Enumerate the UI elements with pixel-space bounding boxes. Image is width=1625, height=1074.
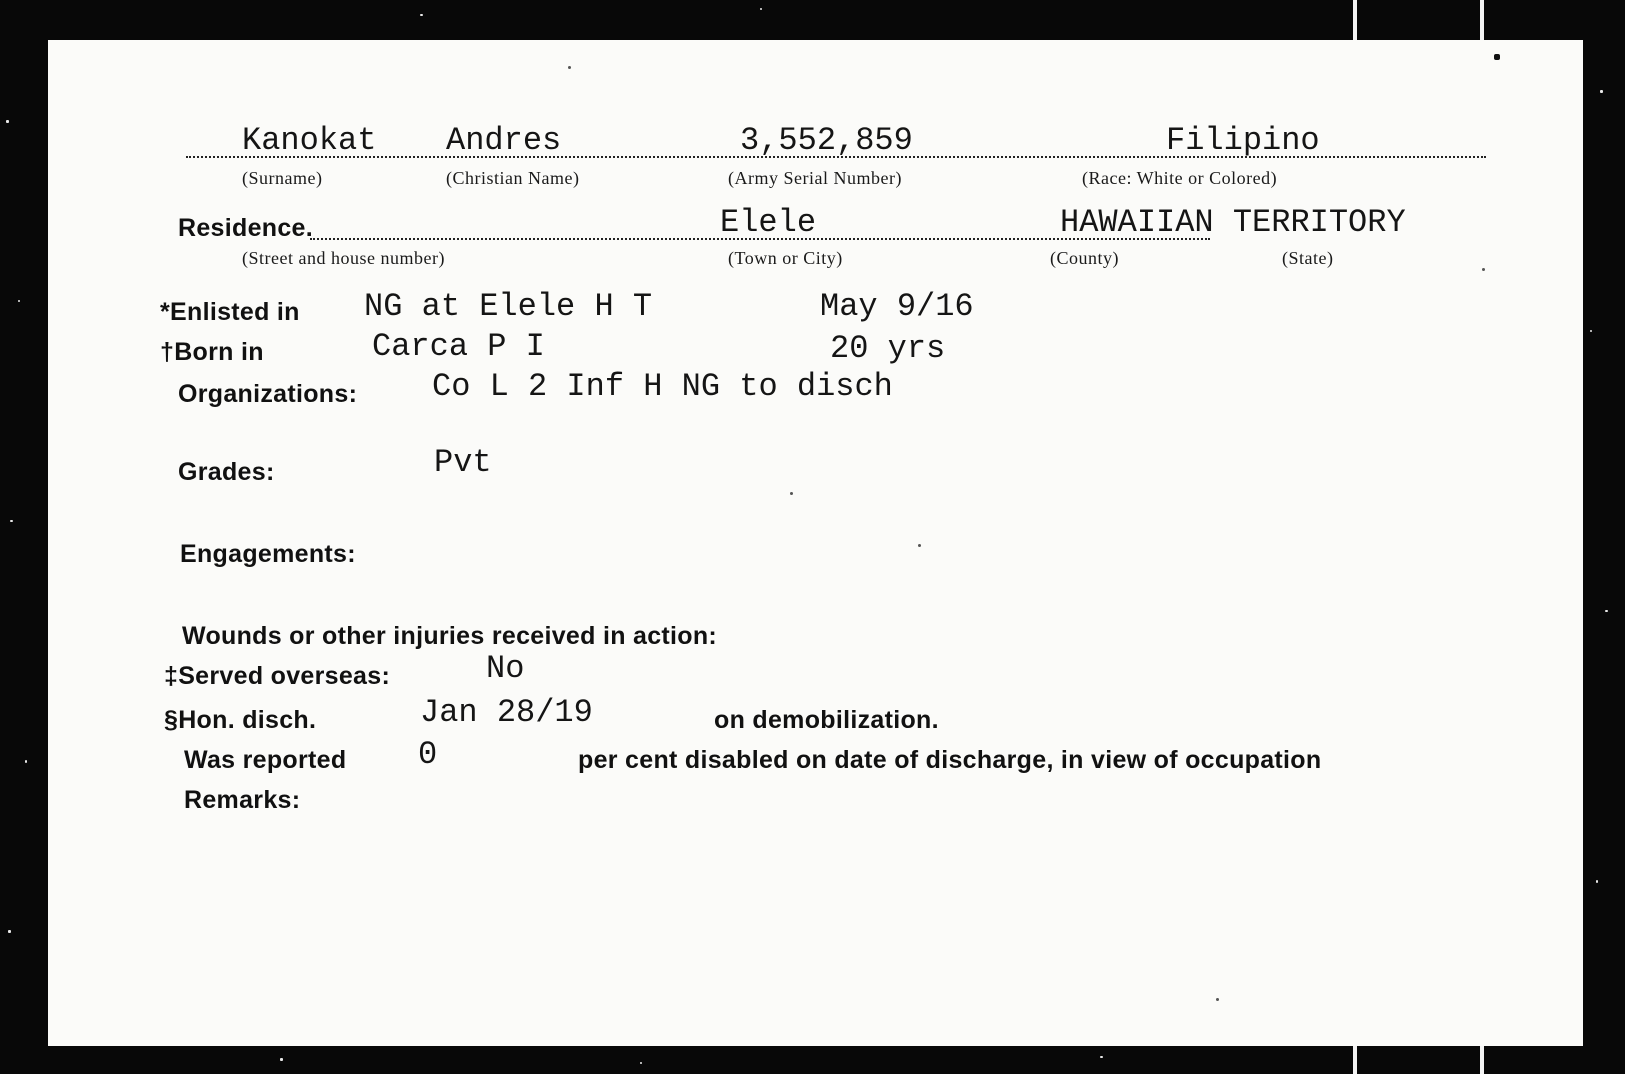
race-value: Filipino	[1166, 122, 1320, 159]
race-caption: (Race: White or Colored)	[1082, 168, 1278, 188]
film-speck	[280, 1058, 283, 1061]
born-age-value: 20 yrs	[830, 330, 946, 367]
film-speck	[1596, 880, 1598, 883]
serial-number-caption: (Army Serial Number)	[728, 168, 902, 188]
reported-label: Was reported	[184, 746, 347, 774]
disability-percent-value: 0	[418, 736, 438, 773]
street-caption: (Street and house number)	[242, 248, 445, 268]
film-speck	[1600, 90, 1603, 93]
town-caption: (Town or City)	[728, 248, 843, 268]
film-speck	[640, 1062, 642, 1064]
county-caption: (County)	[1050, 248, 1119, 268]
hon-disch-date-value: Jan 28/19	[420, 694, 593, 731]
card-speck	[790, 492, 793, 495]
card-speck	[1494, 54, 1500, 60]
film-speck	[1590, 330, 1592, 332]
film-speck	[25, 760, 27, 763]
film-speck	[18, 300, 20, 302]
card-speck	[568, 66, 571, 69]
residence-label: Residence.	[178, 214, 314, 242]
enlisted-place-value: NG at Elele H T	[364, 288, 653, 325]
scan-mark	[1480, 1044, 1484, 1074]
organizations-value: Co L 2 Inf H NG to disch	[432, 368, 893, 405]
film-speck	[6, 120, 9, 123]
remarks-label: Remarks:	[184, 786, 301, 814]
scan-mark	[1480, 0, 1484, 42]
surname-value: Kanokat	[242, 122, 377, 159]
card-speck	[918, 544, 921, 547]
state-caption: (State)	[1282, 248, 1334, 268]
born-place-value: Carca P I	[372, 328, 545, 365]
grades-value: Pvt	[434, 444, 492, 481]
film-speck	[420, 14, 423, 16]
film-speck	[10, 520, 13, 522]
film-speck	[1100, 1056, 1103, 1058]
enlisted-label: *Enlisted in	[160, 298, 300, 326]
hon-disch-suffix: on demobilization.	[714, 706, 939, 734]
residence-town-value: Elele	[720, 204, 817, 241]
film-speck	[8, 930, 11, 933]
christian-name-value: Andres	[446, 122, 562, 159]
engagements-label: Engagements:	[180, 540, 356, 568]
film-speck	[1605, 610, 1608, 612]
disability-suffix: per cent disabled on date of discharge, in view of occupation	[578, 746, 1322, 774]
service-record-card	[48, 40, 1583, 1046]
scan-mark	[1353, 0, 1357, 42]
surname-caption: (Surname)	[242, 168, 323, 188]
serial-number-value: 3,552,859	[740, 122, 913, 159]
enlisted-date-value: May 9/16	[820, 288, 974, 325]
served-overseas-label: ‡Served overseas:	[164, 662, 391, 690]
grades-label: Grades:	[178, 458, 275, 486]
card-speck	[1482, 268, 1485, 271]
christian-name-caption: (Christian Name)	[446, 168, 580, 188]
born-label: †Born in	[160, 338, 264, 366]
film-speck	[760, 8, 762, 10]
hon-disch-label: §Hon. disch.	[164, 706, 317, 734]
organizations-label: Organizations:	[178, 380, 358, 408]
residence-county-state-value: HAWAIIAN TERRITORY	[1060, 204, 1406, 241]
scan-mark	[1353, 1044, 1357, 1074]
wounds-label: Wounds or other injuries received in action:	[182, 622, 718, 650]
served-overseas-value: No	[486, 650, 525, 687]
card-speck	[1216, 998, 1219, 1001]
